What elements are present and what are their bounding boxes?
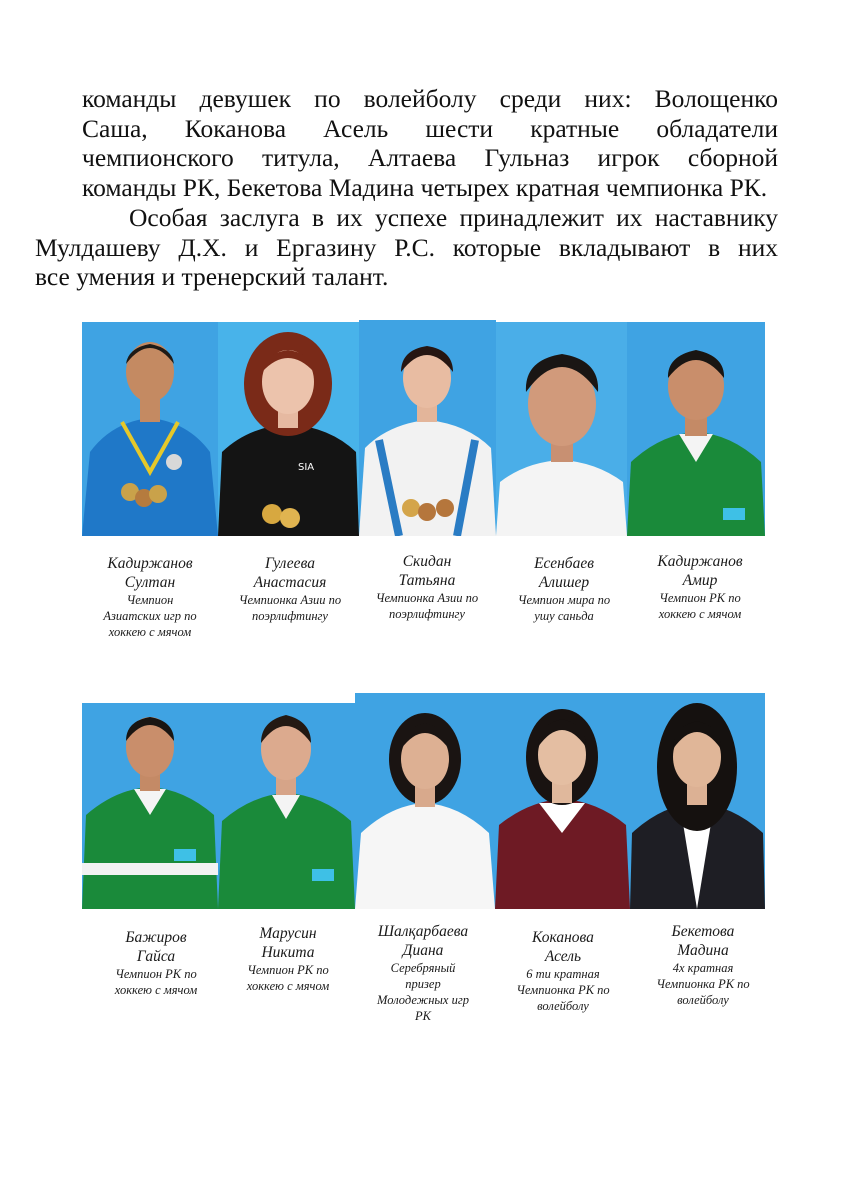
athlete-name-5-second: Амир xyxy=(682,572,718,589)
athlete-photo-8 xyxy=(355,693,495,909)
athlete-name-8-second: Диана xyxy=(402,942,444,959)
athlete-photo-3 xyxy=(359,320,496,536)
athlete-title-7-line-1: Чемпион РК по xyxy=(247,963,329,977)
athlete-title-2-line-1: Чемпионка Азии по xyxy=(238,593,342,607)
athlete-name-6-second: Гайса xyxy=(136,948,176,965)
athlete-title-8-line-1: Серебряный xyxy=(390,961,456,975)
athlete-name-6-first: Бажиров xyxy=(125,929,187,946)
athlete-title-4-line-2: ушу саньда xyxy=(534,609,594,623)
athlete-title-3-line-2: поэрлифтингу xyxy=(389,607,465,621)
athlete-name-7-second: Никита xyxy=(261,944,315,961)
athlete-name-1-first: Кадиржанов xyxy=(107,555,193,572)
athlete-caption-8 xyxy=(358,922,488,1024)
athlete-title-9-line-3: волейболу xyxy=(537,999,589,1013)
athlete-caption-6 xyxy=(96,928,216,998)
athlete-title-4-line-1: Чемпион мира по xyxy=(517,593,611,607)
athlete-name-2-second: Анастасия xyxy=(253,574,327,591)
para1-line-2: Саша, Коканова Асель шести кратные обладатели xyxy=(82,113,778,143)
athlete-photo-5 xyxy=(627,322,765,536)
para2-line-2: Мулдашеву Д.Х. и Ергазину Р.С. которые вкладывают в них xyxy=(35,232,778,262)
athlete-photo-2 xyxy=(218,322,359,536)
athlete-photo-1 xyxy=(82,322,218,536)
athlete-name-5-first: Кадиржанов xyxy=(657,553,743,570)
athlete-title-6-line-2: хоккею с мячом xyxy=(114,983,198,997)
athlete-photo-9 xyxy=(495,693,630,909)
athlete-name-3-first: Скидан xyxy=(402,553,452,570)
athlete-photo-6 xyxy=(82,703,218,909)
athlete-title-9-line-2: Чемпионка РК по xyxy=(516,983,610,997)
athlete-name-8-first: Шалқарбаева xyxy=(377,923,469,940)
athlete-caption-3 xyxy=(362,552,492,622)
mentor-paragraph xyxy=(35,203,778,292)
athlete-caption-9 xyxy=(498,928,628,1014)
athlete-title-8-line-3: Молодежных игр xyxy=(377,993,469,1007)
athlete-name-10-second: Мадина xyxy=(677,942,729,959)
athlete-caption-2 xyxy=(222,554,358,624)
athlete-name-4-first: Есенбаев xyxy=(534,555,594,572)
para1-line-4: команды РК, Бекетова Мадина четырех кратная чемпионка РК. xyxy=(82,172,768,202)
svg-text:SIA: SIA xyxy=(298,462,315,473)
athlete-title-5-line-2: хоккею с мячом xyxy=(658,607,742,621)
athlete-name-9-first: Коканова xyxy=(532,929,594,946)
athlete-title-10-line-1: 4х кратная xyxy=(672,961,734,975)
athlete-photo-10 xyxy=(630,693,765,909)
athlete-name-7-first: Марусин xyxy=(259,925,317,942)
athlete-title-3-line-1: Чемпионка Азии по xyxy=(375,591,479,605)
athlete-name-3-second: Татьяна xyxy=(398,572,456,589)
athlete-name-10-first: Бекетова xyxy=(671,923,735,940)
para2-line-3: все умения и тренерский талант. xyxy=(35,262,389,291)
athlete-name-2-first: Гулеева xyxy=(265,555,315,572)
athlete-title-9-line-1: 6 ти кратная xyxy=(526,967,600,981)
athlete-caption-1 xyxy=(88,554,212,640)
athlete-title-7-line-2: хоккею с мячом xyxy=(246,979,330,993)
athlete-title-1-line-2: Азиатских игр по xyxy=(103,609,197,623)
athlete-title-2-line-2: поэрлифтингу xyxy=(252,609,328,623)
athlete-title-6-line-1: Чемпион РК по xyxy=(115,967,197,981)
athlete-caption-4 xyxy=(502,554,626,624)
athlete-title-1-line-3: хоккею с мячом xyxy=(108,625,192,639)
para1-line-3: чемпионского титула, Алтаева Гульназ игрок сборной xyxy=(82,143,778,172)
athlete-title-1-line-1: Чемпион xyxy=(126,593,174,607)
athlete-caption-5 xyxy=(638,552,762,622)
athlete-photo-7 xyxy=(218,703,355,909)
athlete-name-4-second: Алишер xyxy=(538,574,590,591)
athlete-name-1-second: Султан xyxy=(124,574,176,591)
athlete-name-9-second: Асель xyxy=(544,948,582,965)
athlete-title-8-line-2: призер xyxy=(405,977,441,991)
athlete-caption-10 xyxy=(638,922,768,1008)
athlete-caption-7 xyxy=(226,924,350,994)
athlete-photo-4 xyxy=(496,322,627,536)
para2-line-1: Особая заслуга в их успехе принадлежит их наставнику xyxy=(129,203,778,232)
athlete-title-10-line-3: волейболу xyxy=(677,993,729,1007)
athlete-title-5-line-1: Чемпион РК по xyxy=(659,591,741,605)
athlete-title-10-line-2: Чемпионка РК по xyxy=(656,977,750,991)
para1-line-1: команды девушек по волейболу среди них: Волощенко xyxy=(82,84,778,113)
athlete-title-8-line-4: РК xyxy=(415,1009,431,1023)
intro-paragraph xyxy=(82,84,778,202)
